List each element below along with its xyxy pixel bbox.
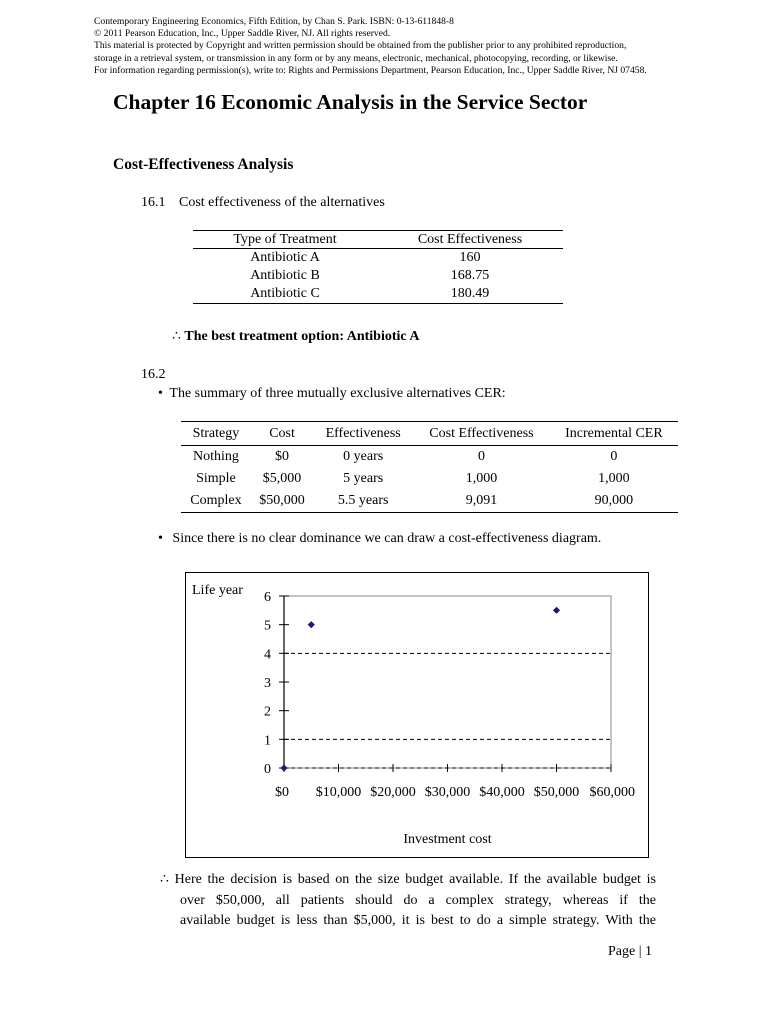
table-row	[193, 249, 563, 268]
bullet-symbol: •	[158, 531, 163, 546]
column-header: Cost Effectiveness	[413, 422, 550, 446]
table-header-row	[193, 231, 563, 249]
table-row	[181, 468, 678, 490]
table-header-row	[181, 422, 678, 446]
table-row	[181, 446, 678, 469]
conclusion-16-1	[172, 328, 419, 345]
y-axis-title: Life year	[192, 583, 243, 598]
notice-line: This material is protected by Copyright and written permission should be obtained from the publisher prior to any prohibited reproduction,	[94, 40, 627, 52]
x-tick-label: $40,000	[479, 785, 525, 800]
column-header: Cost	[251, 422, 313, 446]
bullet-text: The summary of three mutually exclusive alternatives CER:	[169, 386, 506, 401]
table-cell: $5,000	[262, 471, 302, 486]
y-tick-label: 0	[264, 762, 271, 777]
page-number: Page | 1	[608, 944, 653, 959]
bullet-item	[158, 531, 601, 547]
chapter-title: Chapter 16 Economic Analysis in the Service Sector	[113, 90, 588, 114]
y-tick-label: 5	[264, 618, 271, 634]
data-point	[308, 621, 315, 628]
table-cell: 160	[459, 250, 481, 265]
table-row	[193, 267, 563, 285]
plot-area	[284, 596, 611, 768]
x-tick-label: $30,000	[424, 785, 471, 800]
notice-line: For information regarding permission(s), write to: Rights and Permissions Department, Pearson Education, Inc., Upper Saddle River, NJ 07458.	[94, 64, 647, 76]
problem-16-1-heading	[141, 195, 385, 211]
treatment-table	[193, 230, 563, 304]
y-tick-label: 3	[264, 676, 271, 691]
copyright-notice	[94, 16, 647, 77]
table-cell: Simple	[196, 471, 236, 486]
table-row	[193, 285, 563, 304]
column-header: Effectiveness	[313, 422, 413, 446]
y-tick-label: 2	[264, 704, 271, 720]
data-point	[280, 764, 287, 771]
bullet-symbol: •	[158, 386, 163, 401]
table-cell: 90,000	[550, 490, 678, 513]
bullet-item	[158, 386, 506, 402]
table-cell: 5.5 years	[313, 490, 413, 513]
column-header: Incremental CER	[550, 422, 678, 446]
table-cell: 180.49	[377, 285, 563, 304]
data-point	[553, 607, 560, 614]
x-tick-label: $50,000	[533, 785, 580, 800]
column-header: Strategy	[181, 422, 251, 446]
chart-canvas	[186, 573, 650, 859]
column-header: Type of Treatment	[193, 231, 377, 249]
paragraph-line: available budget is less than $5,000, it is best to do a simple strategy. With the	[180, 913, 656, 928]
paragraph-text: Here the decision is based on the size budget available. If the available budget is	[174, 872, 656, 887]
problem-text: Cost effectiveness of the alternatives	[179, 195, 385, 210]
paragraph-line	[160, 870, 656, 891]
strategy-table	[181, 421, 678, 513]
table-cell: 0	[610, 449, 618, 464]
y-tick-label: 6	[264, 590, 271, 605]
table-cell: 9,091	[413, 490, 550, 513]
section-title: Cost-Effectiveness Analysis	[113, 156, 294, 173]
x-axis-title: Investment cost	[403, 832, 492, 847]
table-cell: 0 years	[343, 449, 384, 464]
problem-number: 16.2	[141, 367, 166, 382]
table-cell: Nothing	[192, 449, 239, 464]
conclusion-paragraph	[160, 870, 656, 932]
table-cell: 1,000	[598, 471, 630, 486]
cost-effectiveness-chart	[185, 572, 649, 858]
table-cell: $0	[275, 449, 290, 464]
conclusion-text: The best treatment option: Antibiotic A	[184, 329, 420, 344]
table-row	[181, 490, 678, 513]
column-header: Cost Effectiveness	[377, 231, 563, 249]
x-tick-label: $0	[275, 785, 289, 800]
problem-number: 16.1	[141, 195, 166, 210]
table-cell: Antibiotic C	[193, 285, 377, 304]
y-tick-label: 1	[264, 733, 271, 749]
table-cell: 0	[477, 449, 485, 464]
therefore-symbol: ∴	[172, 329, 181, 344]
table-cell: 1,000	[465, 471, 498, 486]
notice-line: Contemporary Engineering Economics, Fifth Edition, by Chan S. Park. ISBN: 0-13-611848-8	[94, 16, 454, 27]
table-cell: $50,000	[251, 490, 313, 513]
therefore-symbol: ∴	[160, 872, 169, 887]
table-cell: Antibiotic B	[250, 268, 320, 283]
paragraph-line: over $50,000, all patients should do a complex strategy, whereas if the	[180, 892, 656, 908]
table-cell: 5 years	[343, 471, 384, 486]
table-cell: Complex	[181, 490, 251, 513]
x-tick-label: $10,000	[315, 785, 362, 800]
table-cell: 168.75	[450, 268, 490, 283]
notice-line: © 2011 Pearson Education, Inc., Upper Saddle River, NJ. All rights reserved.	[94, 28, 391, 40]
table-cell: Antibiotic A	[250, 250, 320, 265]
y-tick-label: 4	[264, 647, 271, 663]
bullet-text: Since there is no clear dominance we can draw a cost-effectiveness diagram.	[172, 531, 602, 546]
notice-line: storage in a retrieval system, or transmission in any form or by any means, electronic, mechanical, photocopying, recording, or likewise.	[94, 52, 618, 64]
x-tick-label: $60,000	[589, 785, 635, 800]
x-tick-label: $20,000	[370, 785, 416, 800]
